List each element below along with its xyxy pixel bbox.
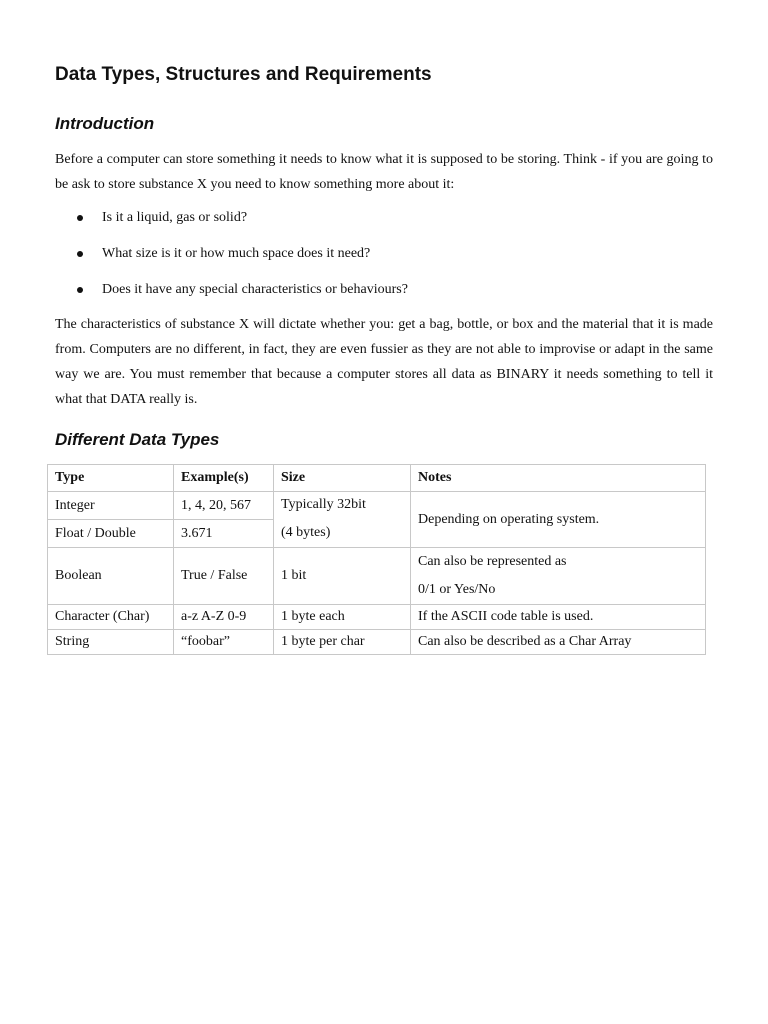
table-row xyxy=(48,548,706,605)
introduction-heading: Introduction xyxy=(55,114,155,133)
cell-size: 1 bit xyxy=(274,548,411,605)
notes-line: 0/1 or Yes/No xyxy=(418,582,496,597)
introduction-paragraph: Before a computer can store something it needs to know what it is supposed to be storing. Think - if you are going to be ask to store substance X you need to know something more about it: xyxy=(55,152,713,192)
cell-notes-shared: Depending on operating system. xyxy=(411,492,706,548)
size-line: Typically 32bit xyxy=(281,497,366,512)
cell-notes xyxy=(411,548,706,605)
column-header-type: Type xyxy=(48,465,174,492)
list-item xyxy=(55,277,408,313)
list-item xyxy=(55,205,408,241)
page-title: Data Types, Structures and Requirements xyxy=(55,64,432,85)
list-item-text: What size is it or how much space does it need? xyxy=(102,246,371,261)
cell-example: 3.671 xyxy=(174,520,274,548)
requirements-list xyxy=(55,205,408,313)
column-header-notes: Notes xyxy=(411,465,706,492)
bullet-icon xyxy=(77,287,83,293)
table-row xyxy=(48,630,706,655)
cell-example: “foobar” xyxy=(174,630,274,655)
table-row xyxy=(48,605,706,630)
data-types-heading: Different Data Types xyxy=(55,430,220,449)
column-header-size: Size xyxy=(274,465,411,492)
cell-example: 1, 4, 20, 567 xyxy=(174,492,274,520)
cell-type: Character (Char) xyxy=(48,605,174,630)
cell-size: 1 byte each xyxy=(274,605,411,630)
table-row xyxy=(48,492,706,520)
bullet-icon xyxy=(77,215,83,221)
data-types-table xyxy=(47,464,706,655)
characteristics-paragraph: The characteristics of substance X will dictate whether you: get a bag, bottle, or box and the material that it is made from. Computers are no different, in fact, they are even fussier as they are not able to improvise or adapt in the same way we are. You must remember that because a computer stores all data as BINARY it needs something to tell it what that DATA really is. xyxy=(55,317,713,407)
notes-line: Can also be represented as xyxy=(418,554,567,569)
list-item xyxy=(55,241,408,277)
cell-notes: If the ASCII code table is used. xyxy=(411,605,706,630)
list-item-text: Does it have any special characteristics or behaviours? xyxy=(102,282,408,297)
size-line: (4 bytes) xyxy=(281,525,331,540)
cell-size-shared xyxy=(274,492,411,548)
list-item-text: Is it a liquid, gas or solid? xyxy=(102,210,248,225)
cell-type: Float / Double xyxy=(48,520,174,548)
cell-type: Boolean xyxy=(48,548,174,605)
cell-type: Integer xyxy=(48,492,174,520)
table-header-row xyxy=(48,465,706,492)
cell-size: 1 byte per char xyxy=(274,630,411,655)
bullet-icon xyxy=(77,251,83,257)
cell-example: a-z A-Z 0-9 xyxy=(174,605,274,630)
cell-type: String xyxy=(48,630,174,655)
cell-notes: Can also be described as a Char Array xyxy=(411,630,706,655)
column-header-examples: Example(s) xyxy=(174,465,274,492)
cell-example: True / False xyxy=(174,548,274,605)
